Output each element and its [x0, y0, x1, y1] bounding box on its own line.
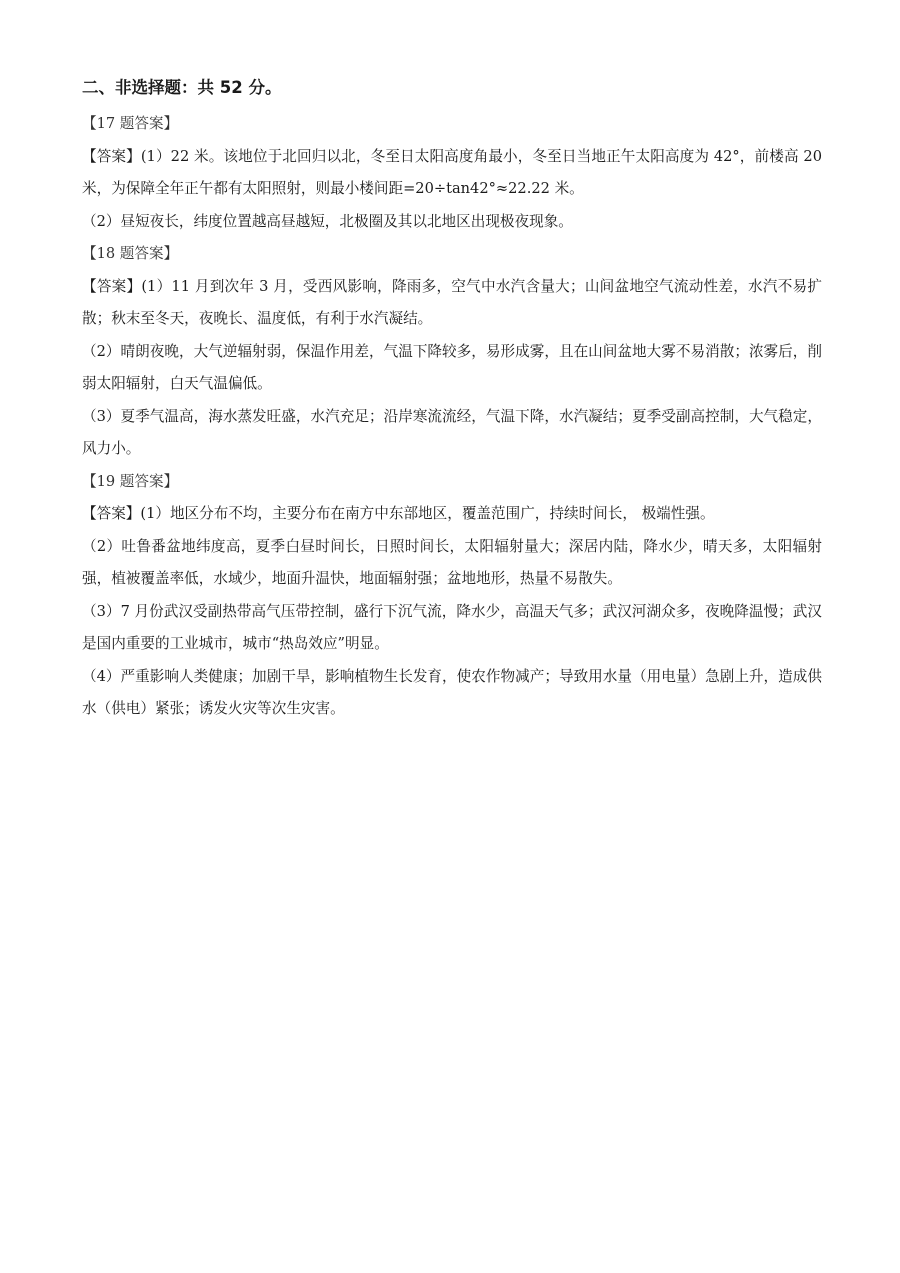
q19-answer-2: （2）吐鲁番盆地纬度高，夏季白昼时间长，日照时间长，太阳辐射量大；深居内陆，降水少，晴天多，太阳辐射强，植被覆盖率低，水域少，地面升温快，地面辐射强；盆地地形，热量不易散失。 — [82, 537, 822, 587]
q19-label: 【19 题答案】 — [82, 472, 179, 490]
q17-label: 【17 题答案】 — [82, 115, 179, 132]
q18-answer-2: （2）晴朗夜晚，大气逆辐射弱，保温作用差，气温下降较多，易形成雾，且在山间盆地大雾不易消散；浓雾后，削弱太阳辐射，白天气温偏低。 — [82, 342, 822, 392]
q18-label: 【18 题答案】 — [82, 245, 179, 262]
document-page — [82, 72, 827, 726]
q18-answer-3: （3）夏季气温高，海水蒸发旺盛，水汽充足；沿岸寒流流经，气温下降，水汽凝结；夏季受副高控制，大气稳定，风力小。 — [82, 407, 822, 457]
q18-answer-1: 【答案】(1）11 月到次年 3 月，受西风影响，降雨多，空气中水汽含量大；山间盆地空气流动性差，水汽不易扩散；秋末至冬天，夜晚长、温度低，有利于水汽凝结。 — [82, 277, 822, 327]
section-heading: 二、非选择题：共 52 分。 — [82, 78, 282, 97]
q19-answer-3: （3）7 月份武汉受副热带高气压带控制，盛行下沉气流，降水少，高温天气多；武汉河湖众多，夜晚降温慢；武汉是国内重要的工业城市，城市“热岛效应”明显。 — [82, 602, 822, 652]
q19-answer-4: （4）严重影响人类健康；加剧干旱，影响植物生长发育，使农作物减产；导致用水量（用电量）急剧上升，造成供水（供电）紧张；诱发火灾等次生灾害。 — [82, 667, 822, 717]
q17-answer-2: （2）昼短夜长，纬度位置越高昼越短，北极圈及其以北地区出现极夜现象。 — [82, 212, 573, 230]
q19-answer-1: 【答案】(1）地区分布不均，主要分布在南方中东部地区，覆盖范围广，持续时间长， 极端性强。 — [82, 505, 715, 522]
q17-answer-1: 【答案】(1）22 米。该地位于北回归以北，冬至日太阳高度角最小，冬至日当地正午太阳高度为 42°，前楼高 20 米，为保障全年正午都有太阳照射，则最小楼间距=20÷tan42°≈22.22 米。 — [82, 147, 827, 197]
